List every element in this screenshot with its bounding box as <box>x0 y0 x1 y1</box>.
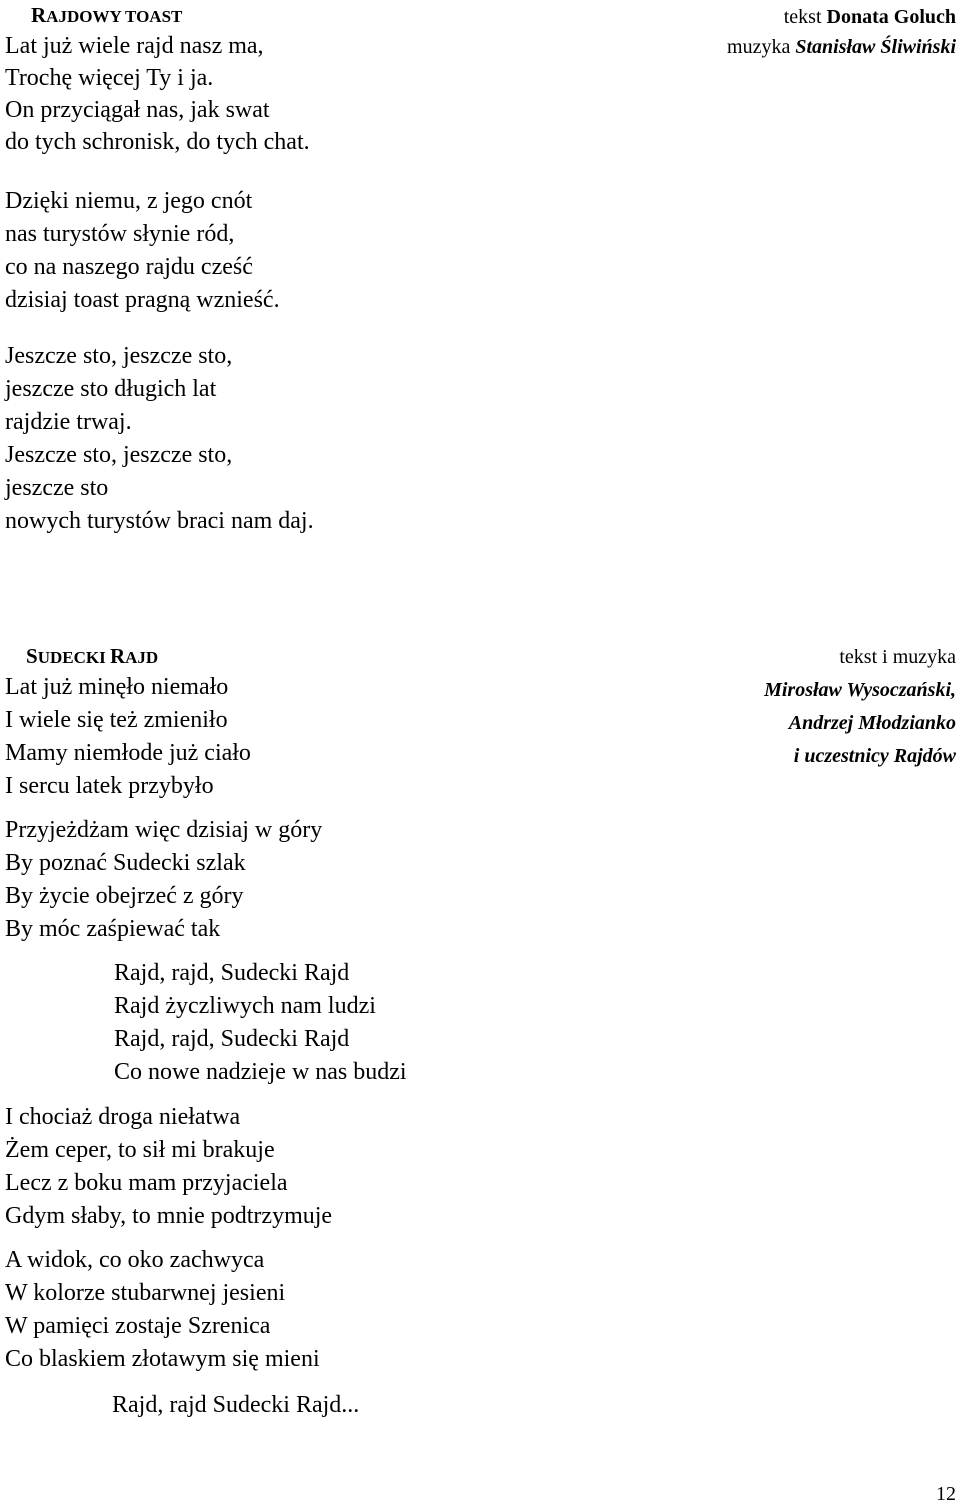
lyric-line: Co nowe nadzieje w nas budzi <box>114 1059 407 1085</box>
lyric-line: rajdzie trwaj. <box>5 409 132 435</box>
lyric-line: Dzięki niemu, z jego cnót <box>5 188 253 214</box>
lyric-line: Gdym słaby, to mnie podtrzymuje <box>5 1203 333 1229</box>
stanza-chorus <box>5 340 314 538</box>
credit-music: muzyka Stanisław Śliwiński <box>727 36 956 58</box>
lyric-line: W pamięci zostaje Szrenica <box>5 1313 271 1339</box>
credit-label: tekst i muzyka <box>839 646 956 668</box>
lyric-line: nowych turystów braci nam daj. <box>5 508 314 534</box>
lyric-line: By życie obejrzeć z góry <box>5 883 244 909</box>
stanza <box>5 671 251 803</box>
lyric-line: jeszcze sto <box>5 475 109 501</box>
lyric-line: A widok, co oko zachwyca <box>5 1247 265 1273</box>
lyric-line: Żem ceper, to sił mi brakuje <box>5 1137 275 1163</box>
lyric-line: co na naszego rajdu cześć <box>5 254 253 280</box>
stanza <box>5 185 280 317</box>
stanza <box>5 30 310 158</box>
lyric-line: Lat już minęło niemało <box>5 674 229 700</box>
lyric-line: By móc zaśpiewać tak <box>5 916 221 942</box>
stanza <box>5 1244 320 1376</box>
lyric-line: do tych schronisk, do tych chat. <box>5 129 310 155</box>
stanza-chorus <box>114 957 407 1089</box>
lyric-line: Lecz z boku mam przyjaciela <box>5 1170 288 1196</box>
stanza-chorus-reprise <box>112 1389 359 1422</box>
lyric-line: Jeszcze sto, jeszcze sto, <box>5 343 233 369</box>
lyric-line: Jeszcze sto, jeszcze sto, <box>5 442 233 468</box>
credit-lyrics: tekst Donata Goluch <box>783 6 956 28</box>
credit-author: Mirosław Wysoczański, <box>764 679 956 701</box>
song-title: RAJDOWY TOAST <box>31 3 183 27</box>
lyric-line: By poznać Sudecki szlak <box>5 850 246 876</box>
lyric-line: jeszcze sto długich lat <box>5 376 217 402</box>
song-credits <box>727 2 956 62</box>
lyric-line: I sercu latek przybyło <box>5 773 214 799</box>
lyric-line: dzisiaj toast pragną wznieść. <box>5 287 280 313</box>
lyric-line: Trochę więcej Ty i ja. <box>5 65 214 91</box>
credit-author: i uczestnicy Rajdów <box>793 745 956 767</box>
song-credits <box>764 641 956 773</box>
lyric-line: nas turystów słynie ród, <box>5 221 235 247</box>
lyric-line: W kolorze stubarwnej jesieni <box>5 1280 286 1306</box>
stanza <box>5 1101 332 1233</box>
lyric-line: On przyciągał nas, jak swat <box>5 97 270 123</box>
credit-author: Andrzej Młodzianko <box>788 712 956 734</box>
lyric-line: Przyjeżdżam więc dzisiaj w góry <box>5 817 323 843</box>
page-number: 12 <box>936 1483 956 1505</box>
lyric-line: Rajd, rajd, Sudecki Rajd <box>114 960 350 986</box>
song-title: SUDECKI RAJD <box>26 644 159 668</box>
lyric-line: Rajd, rajd, Sudecki Rajd <box>114 1026 350 1052</box>
lyric-line: Co blaskiem złotawym się mieni <box>5 1346 320 1372</box>
stanza <box>5 814 322 946</box>
lyric-line: I chociaż droga niełatwa <box>5 1104 241 1130</box>
lyric-line: Mamy niemłode już ciało <box>5 740 251 766</box>
lyric-line: I wiele się też zmieniło <box>5 707 228 733</box>
lyric-line: Rajd, rajd Sudecki Rajd... <box>112 1392 360 1418</box>
lyric-line: Rajd życzliwych nam ludzi <box>114 993 376 1019</box>
lyric-line: Lat już wiele rajd nasz ma, <box>5 33 264 59</box>
